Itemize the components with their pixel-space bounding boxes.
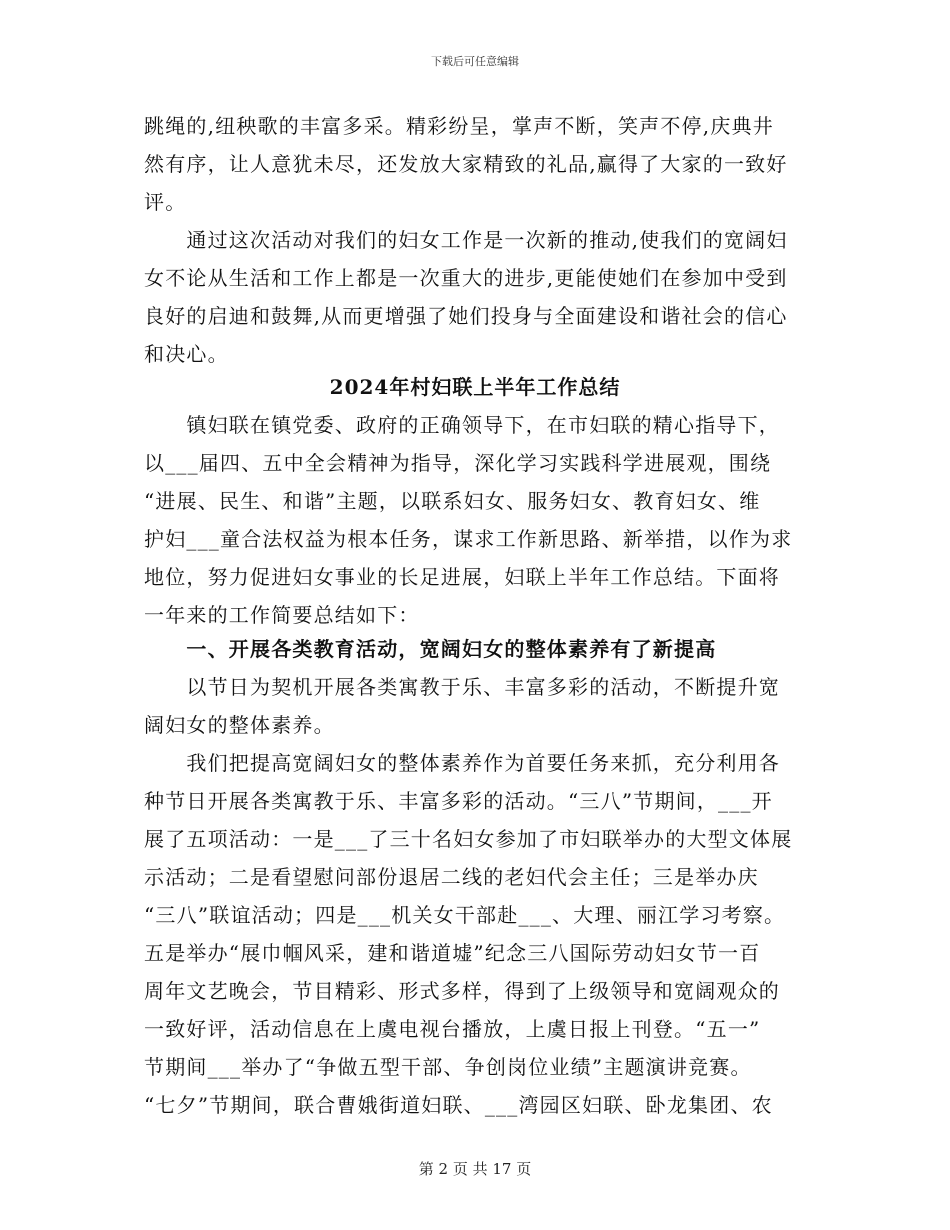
paragraph-line: “进展、民生、和谐”主题，以联系妇女、服务妇女、教育妇女、维	[144, 489, 761, 513]
paragraph-line: 节期间___举办了“争做五型干部、争创岗位业绩”主题演讲竞赛。	[144, 1055, 752, 1079]
paragraph-line: 跳绳的,纽秧歌的丰富多采。精彩纷呈，掌声不断，笑声不停,庆典井	[144, 114, 774, 138]
paragraph-line: 我们把提高宽阔妇女的整体素养作为首要任务来抓，充分利用各	[144, 751, 780, 775]
paragraph-line: 以节日为契机开展各类寓教于乐、丰富多彩的活动，不断提升宽	[144, 675, 780, 699]
paragraph-line: 一年来的工作简要总结如下：	[144, 603, 420, 627]
paragraph-line: 示活动；二是看望慰问部份退居二线的老妇代会主任；三是举办庆	[144, 865, 759, 889]
paragraph-line: 种节日开展各类寓教于乐、丰富多彩的活动。“三八”节期间，___开	[144, 789, 773, 813]
paragraph-line: 和决心。	[144, 342, 229, 366]
paragraph-line: 通过这次活动对我们的妇女工作是一次新的推动,使我们的宽阔妇	[144, 228, 788, 252]
paragraph-line: 五是举办“展巾帼风采，建和谐道墟”纪念三八国际劳动妇女节一百	[144, 941, 761, 965]
paragraph-line: 以___届四、五中全会精神为指导，深化学习实践科学进展观，围绕	[144, 451, 772, 475]
subsection-heading: 一、开展各类教育活动，宽阔妇女的整体素养有了新提高	[144, 637, 717, 661]
paragraph-line: 良好的启迪和鼓舞,从而更增强了她们投身与全面建设和谐社会的信心	[144, 304, 788, 328]
page-header: 下载后可任意编辑	[431, 55, 519, 68]
page-footer: 第 2 页 共 17 页	[418, 1160, 532, 1178]
paragraph-line: “三八”联谊活动；四是___机关女干部赴___、大理、丽江学习考察。	[144, 903, 786, 927]
paragraph-line: 阔妇女的整体素养。	[144, 713, 335, 737]
section-title: 2024年村妇联上半年工作总结	[329, 375, 621, 399]
paragraph-line: 护妇___童合法权益为根本任务，谋求工作新思路、新举措，以作为求	[144, 527, 793, 551]
paragraph-line: 然有序，让人意犹未尽，还发放大家精致的礼品,赢得了大家的一致好	[144, 152, 788, 176]
paragraph-line: 女不论从生活和工作上都是一次重大的进步,更能使她们在参加中受到	[144, 266, 788, 290]
paragraph-line: “七夕”节期间，联合曹娥街道妇联、___湾园区妇联、卧龙集团、农	[144, 1093, 773, 1117]
paragraph-line: 周年文艺晚会，节目精彩、形式多样，得到了上级领导和宽阔观众的	[144, 979, 780, 1003]
paragraph-line: 评。	[144, 190, 187, 214]
paragraph-line: 展了五项活动：一是___了三十名妇女参加了市妇联举办的大型文体展	[144, 827, 793, 851]
paragraph-line: 一致好评，活动信息在上虞电视台播放，上虞日报上刊登。“五一”	[144, 1017, 761, 1041]
paragraph-line: 地位，努力促进妇女事业的长足进展，妇联上半年工作总结。下面将	[144, 565, 780, 589]
paragraph-line: 镇妇联在镇党委、政府的正确领导下，在市妇联的精心指导下，	[144, 413, 780, 437]
